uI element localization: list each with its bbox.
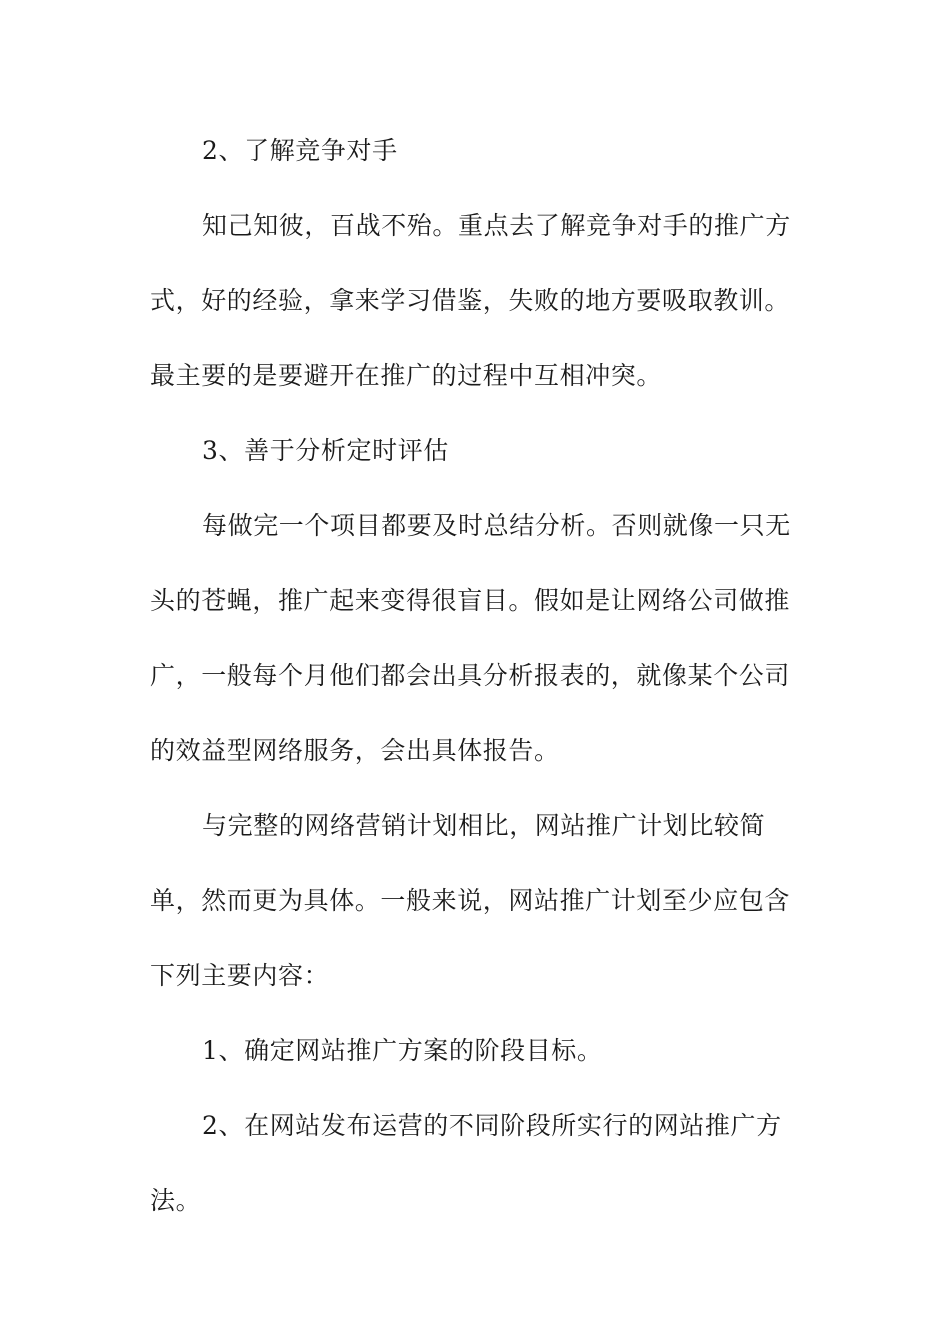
list-item: 2、在网站发布运营的不同阶段所实行的网站推广方	[202, 1111, 782, 1140]
list-item: 1、确定网站推广方案的阶段目标。	[202, 1036, 603, 1065]
paragraph-line: 单，然而更为具体。一般来说，网站推广计划至少应包含	[150, 886, 791, 915]
paragraph-line: 式，好的经验，拿来学习借鉴，失败的地方要吸取教训。	[150, 286, 791, 315]
paragraph-line: 广，一般每个月他们都会出具分析报表的，就像某个公司	[150, 661, 791, 690]
paragraph-line: 的效益型网络服务，会出具体报告。	[150, 736, 560, 765]
paragraph-line: 与完整的网络营销计划相比，网站推广计划比较简	[202, 811, 766, 840]
paragraph-line: 知己知彼，百战不殆。重点去了解竞争对手的推广方	[202, 211, 791, 240]
paragraph-line: 最主要的是要避开在推广的过程中互相冲突。	[150, 361, 663, 390]
section-heading: 2、了解竞争对手	[202, 136, 398, 165]
section-heading: 3、善于分析定时评估	[202, 436, 449, 465]
paragraph-line: 每做完一个项目都要及时总结分析。否则就像一只无	[202, 511, 791, 540]
paragraph-line: 头的苍蝇，推广起来变得很盲目。假如是让网络公司做推	[150, 586, 791, 615]
list-item-continuation: 法。	[150, 1186, 202, 1215]
paragraph-line: 下列主要内容：	[150, 961, 330, 990]
